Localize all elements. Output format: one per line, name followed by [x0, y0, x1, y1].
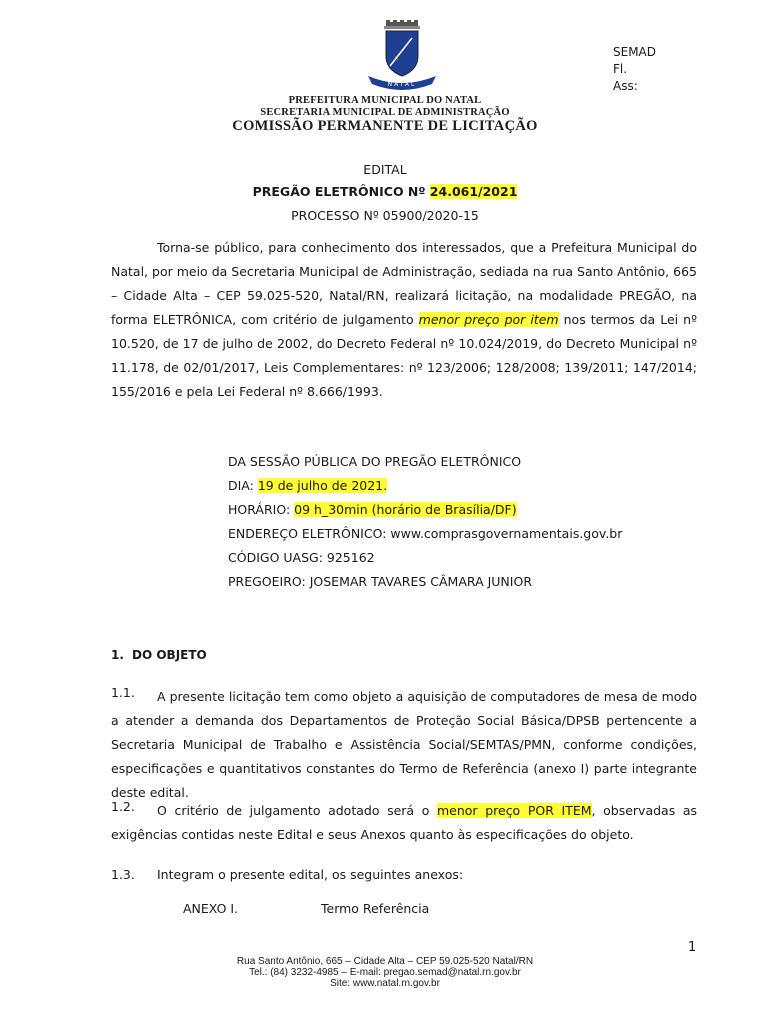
- session-horario: [228, 498, 517, 522]
- secretaria-heading: SECRETARIA MUNICIPAL DE ADMINISTRAÇÃO: [260, 107, 510, 118]
- session-dia-value: 19 de julho de 2021.: [257, 478, 388, 493]
- session-horario-value: 09 h_30min (horário de Brasília/DF): [294, 502, 517, 517]
- item-1-3-text: Integram o presente edital, os seguintes anexos:: [157, 867, 464, 882]
- pregao-prefix: PREGÃO ELETRÔNICO Nº: [252, 184, 430, 199]
- logo-ribbon-label: NATAL: [387, 81, 417, 88]
- footer-contact: Tel.: (84) 3232-4985 – E-mail: pregao.semad@natal.rn.gov.br: [249, 967, 521, 978]
- item-1-2-body-1: O critério de julgamento adotado será o: [157, 803, 437, 818]
- stamp-semad: SEMAD: [613, 45, 657, 59]
- footer-address: Rua Santo Antônio, 665 – Cidade Alta – CEP 59.025-520 Natal/RN: [236, 956, 534, 967]
- item-1-2-body-2: , observadas as exigências contidas neste Edital e seus Anexos quanto às especificações do objeto.: [111, 803, 698, 842]
- prefeitura-heading: PREFEITURA MUNICIPAL DO NATAL: [288, 95, 482, 106]
- comissao-heading: COMISSÃO PERMANENTE DE LICITAÇÃO: [232, 118, 538, 134]
- pregao-number: 24.061/2021: [429, 184, 518, 199]
- item-1-2-number: 1.2.: [111, 799, 135, 814]
- item-1-1-body: A presente licitação tem como objeto a aquisição de computadores de mesa de modo a atender a demanda dos Departamentos de Proteção Social Básica/DPSB pertencente a Secretaria Municipal de Trabalho e Assistência Social/SEMTAS/PMN, conforme condições, especificações e quantitativos constantes do Termo de Referência (anexo I) parte integrante deste edital.: [111, 689, 697, 800]
- session-pregoeiro: PREGOEIRO: JOSEMAR TAVARES CÂMARA JUNIOR: [228, 574, 532, 589]
- session-heading: DA SESSÃO PÚBLICA DO PREGÃO ELETRÔNICO: [228, 454, 522, 469]
- session-codigo: CÓDIGO UASG: 925162: [228, 550, 375, 565]
- page-number: 1: [688, 940, 697, 955]
- item-1-1-number: 1.1.: [111, 685, 135, 700]
- intro-highlight: menor preço por item: [418, 312, 559, 327]
- intro-text-2: nos termos da Lei nº 10.520, de 17 de julho de 2002, do Decreto Federal nº 10.024/2019, do Decreto Municipal nº 11.178, de 02/01/2017, Leis Complementares: nº 123/2006; 128/2008; 139/2011; 147/2014; 155/2016 e pela Lei Federal nº 8.666/1993.: [111, 312, 697, 399]
- session-dia: [228, 474, 387, 498]
- processo-number: PROCESSO Nº 05900/2020-15: [291, 208, 479, 223]
- anexo-1-label: ANEXO I.: [183, 901, 239, 916]
- stamp-folha: Fl.: [613, 62, 628, 76]
- section-1-number: 1.: [111, 648, 124, 662]
- footer-site: Site: www.natal.rn.gov.br: [330, 978, 440, 989]
- edital-title: EDITAL: [363, 162, 407, 177]
- pregao-title: [0, 184, 770, 199]
- intro-text-1: Torna-se público, para conhecimento dos interessados, que a Prefeitura Municipal do Natal, por meio da Secretaria Municipal de Administração, sediada na rua Santo Antônio, 665 – Cidade Alta – CEP 59.025-520, Natal/RN, realizará licitação, na modalidade PREGÃO, na forma ELETRÔNICA, com critério de julgamento: [111, 240, 697, 327]
- session-horario-label: HORÁRIO:: [228, 502, 295, 517]
- anexo-1-value: Termo Referência: [321, 901, 430, 916]
- intro-paragraph: [111, 236, 697, 404]
- item-1-1-text: [111, 685, 697, 805]
- natal-coat-of-arms-logo: [362, 20, 442, 90]
- item-1-2-text: [111, 799, 697, 847]
- section-1-title: DO OBJETO: [132, 648, 207, 662]
- session-dia-label: DIA:: [228, 478, 258, 493]
- session-endereco: ENDEREÇO ELETRÔNICO: www.comprasgovernamentais.gov.br: [228, 526, 623, 541]
- item-1-3-number: 1.3.: [111, 867, 135, 882]
- stamp-assinatura: Ass:: [613, 79, 638, 93]
- item-1-2-highlight: menor preço POR ITEM: [437, 803, 592, 818]
